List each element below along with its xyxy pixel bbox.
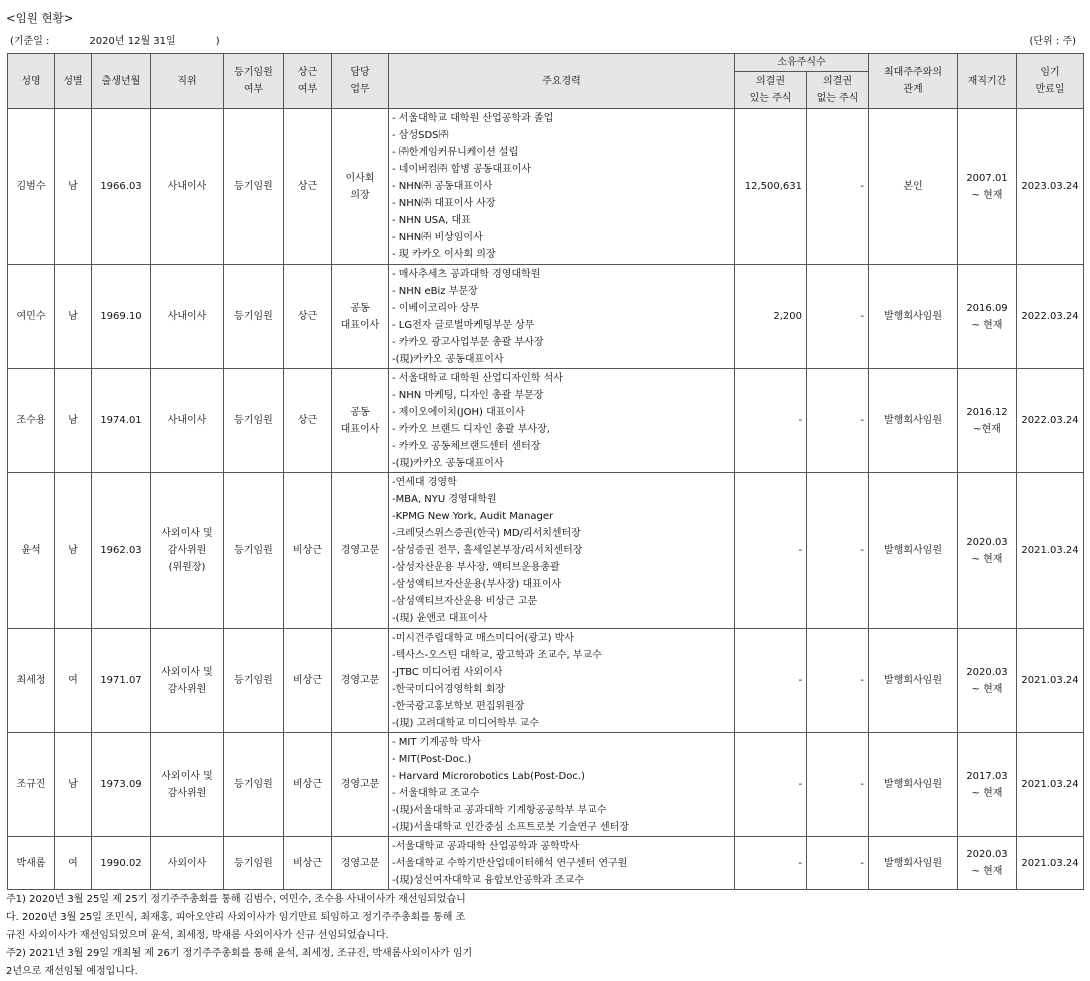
cell-career-line: - 서울대학교 대학원 산업디자인학 석사 — [392, 373, 563, 384]
cell-position-line: 사외이사 및 — [161, 666, 213, 678]
header-registered: 등기임원 여부 — [224, 54, 284, 109]
table-row — [8, 265, 1084, 369]
cell-duty — [332, 369, 389, 473]
cell-tenure-line: ~ 현재 — [971, 683, 1003, 695]
cell-birth: 1973.09 — [92, 733, 151, 837]
cell-nonvoting-shares: - — [807, 473, 869, 629]
header-career: 주요경력 — [389, 54, 735, 109]
cell-career-line: -미시건주립대학교 매스미디어(광고) 박사 — [392, 633, 574, 644]
basis-date-value: 2020년 12월 31일 — [89, 36, 176, 47]
cell-position-line: 사내이사 — [167, 415, 207, 426]
cell-position — [151, 629, 224, 733]
cell-career-line: -(現)서울대학교 인간중심 소프트로봇 기술연구 센터장 — [392, 822, 629, 833]
cell-tenure-line: 2020.03 — [966, 849, 1008, 860]
cell-position — [151, 473, 224, 629]
cell-career-line: -KPMG New York, Audit Manager — [392, 511, 554, 522]
cell-career-line: - 서울대학교 조교수 — [392, 788, 480, 799]
cell-registered: 등기임원 — [224, 109, 284, 265]
cell-relation: 발행회사임원 — [869, 629, 958, 733]
cell-registered: 등기임원 — [224, 265, 284, 369]
cell-tenure-line: 2020.03 — [966, 666, 1008, 678]
cell-tenure-line: 2020.03 — [966, 536, 1008, 548]
cell-tenure-line: ~ 현재 — [971, 553, 1003, 565]
cell-career — [389, 837, 735, 890]
cell-position-line: 감사위원 — [167, 545, 207, 556]
cell-duty-line: 대표이사 — [340, 319, 380, 331]
cell-career-line: - Harvard Microrobotics Lab(Post-Doc.) — [392, 771, 585, 782]
cell-duty-line: 이사회 — [345, 172, 375, 184]
cell-duty-line: 공동 — [350, 302, 370, 314]
cell-voting-shares: - — [735, 837, 807, 890]
footnotes — [6, 891, 476, 981]
cell-career-line: -텍사스-오스틴 대학교, 광고학과 조교수, 부교수 — [392, 650, 602, 661]
cell-career-line: - NHN 마케팅, 디자인 총괄 부문장 — [392, 390, 544, 401]
cell-relation: 본인 — [869, 109, 958, 265]
cell-registered: 등기임원 — [224, 629, 284, 733]
table-row — [8, 369, 1084, 473]
cell-voting-shares: - — [735, 473, 807, 629]
table-row — [8, 473, 1084, 629]
cell-tenure — [958, 837, 1017, 890]
footnote-line: 주2) 2021년 3월 29일 개최될 제 26기 정기주주총회를 통해 윤석, 최세정, 조규진, 박새롬사외이사가 임기 — [6, 948, 473, 959]
cell-relation: 발행회사임원 — [869, 733, 958, 837]
cell-tenure-line: ~ 현재 — [971, 189, 1003, 201]
cell-birth: 1990.02 — [92, 837, 151, 890]
cell-gender: 남 — [55, 369, 92, 473]
cell-career-line: - 삼성SDS㈜ — [392, 130, 449, 141]
cell-term: 2023.03.24 — [1017, 109, 1084, 265]
cell-fulltime: 비상근 — [284, 629, 332, 733]
cell-position — [151, 109, 224, 265]
cell-birth: 1974.01 — [92, 369, 151, 473]
cell-position-line: 감사위원 — [167, 787, 207, 799]
cell-name: 조수용 — [8, 369, 55, 473]
cell-position — [151, 265, 224, 369]
cell-name: 윤석 — [8, 473, 55, 629]
cell-relation: 발행회사임원 — [869, 473, 958, 629]
cell-name: 조규진 — [8, 733, 55, 837]
cell-fulltime: 비상근 — [284, 733, 332, 837]
basis-close: ) — [215, 36, 220, 47]
header-gender: 성별 — [55, 54, 92, 109]
basis-label: (기준일 : — [10, 36, 50, 47]
cell-position-line: 사외이사 — [167, 857, 207, 869]
cell-term: 2021.03.24 — [1017, 837, 1084, 890]
cell-career-line: -(現)서울대학교 공과대학 기계항공공학부 부교수 — [392, 805, 607, 816]
cell-relation: 발행회사임원 — [869, 265, 958, 369]
cell-career-line: -한국광고홍보학보 편집위원장 — [392, 701, 525, 712]
cell-career-line: -MBA, NYU 경영대학원 — [392, 494, 497, 505]
cell-career-line: -삼성자산운용 부사장, 액티브운용총괄 — [392, 562, 560, 573]
cell-birth: 1966.03 — [92, 109, 151, 265]
cell-career-line: -한국미디어경영학회 회장 — [392, 684, 506, 695]
cell-tenure-line: 2017.03 — [966, 770, 1008, 782]
footnote-line: 다. 2020년 3월 25일 조민식, 최재홍, 피아오얀리 사외이사가 임기만료 퇴임하고 정기주주총회를 통해 조 — [6, 912, 466, 923]
cell-name: 박새롬 — [8, 837, 55, 890]
header-duty: 담당 업무 — [332, 54, 389, 109]
page-title: <임원 현황> — [6, 11, 74, 25]
cell-relation: 발행회사임원 — [869, 837, 958, 890]
cell-voting-shares: - — [735, 733, 807, 837]
cell-nonvoting-shares: - — [807, 733, 869, 837]
cell-duty — [332, 733, 389, 837]
header-fulltime: 상근 여부 — [284, 54, 332, 109]
cell-gender: 남 — [55, 733, 92, 837]
cell-career-line: - MIT(Post-Doc.) — [392, 754, 472, 765]
cell-career-line: -(現) 고려대학교 미디어학부 교수 — [392, 718, 539, 729]
cell-position — [151, 733, 224, 837]
cell-career-line: - 카카오 광고사업부문 총괄 부사장 — [392, 337, 544, 348]
cell-career-line: - LG전자 글로벌마케팅부문 상무 — [392, 320, 535, 331]
cell-career — [389, 109, 735, 265]
cell-position — [151, 837, 224, 890]
cell-voting-shares: 2,200 — [735, 265, 807, 369]
cell-career — [389, 369, 735, 473]
cell-tenure — [958, 369, 1017, 473]
basis-date — [10, 32, 220, 47]
cell-career-line: - NHN eBiz 부문장 — [392, 286, 478, 297]
cell-career — [389, 473, 735, 629]
cell-career-line: -서울대학교 공과대학 산업공학과 공학박사 — [392, 841, 580, 852]
cell-career-line: -연세대 경영학 — [392, 477, 457, 488]
header-term: 임기 만료일 — [1017, 54, 1084, 109]
cell-career-line: - 카카오 브랜드 디자인 총괄 부사장, — [392, 424, 550, 435]
cell-duty — [332, 109, 389, 265]
cell-gender: 남 — [55, 473, 92, 629]
cell-gender: 남 — [55, 265, 92, 369]
cell-career-line: -삼성액티브자산운용 비상근 고문 — [392, 596, 538, 607]
cell-birth: 1971.07 — [92, 629, 151, 733]
cell-voting-shares: - — [735, 629, 807, 733]
header-name: 성명 — [8, 54, 55, 109]
cell-nonvoting-shares: - — [807, 109, 869, 265]
cell-registered: 등기임원 — [224, 473, 284, 629]
cell-birth: 1969.10 — [92, 265, 151, 369]
cell-gender: 여 — [55, 837, 92, 890]
cell-name: 김범수 — [8, 109, 55, 265]
cell-nonvoting-shares: - — [807, 837, 869, 890]
cell-tenure-line: ~ 현재 — [971, 319, 1003, 331]
cell-career-line: -JTBC 미디어컴 사외이사 — [392, 667, 503, 678]
cell-tenure — [958, 109, 1017, 265]
cell-position — [151, 369, 224, 473]
cell-career — [389, 265, 735, 369]
cell-tenure-line: 2016.12 — [966, 406, 1008, 418]
cell-duty-line: 경영고문 — [340, 779, 380, 790]
cell-tenure — [958, 265, 1017, 369]
header-shares: 소유주식수 — [735, 54, 869, 72]
cell-tenure-line: 2016.09 — [966, 302, 1008, 314]
cell-duty-line: 경영고문 — [340, 857, 380, 869]
cell-tenure-line: ~ 현재 — [971, 866, 1003, 877]
cell-career-line: - NHN USA, 대표 — [392, 215, 471, 226]
cell-career-line: - 서울대학교 대학원 산업공학과 졸업 — [392, 113, 554, 124]
cell-career-line: - 이베이코리아 상무 — [392, 303, 480, 314]
cell-term: 2021.03.24 — [1017, 733, 1084, 837]
cell-fulltime: 상근 — [284, 109, 332, 265]
footnote-line: 규진 사외이사가 재선임되었으며 윤석, 최세정, 박새롬 사외이사가 신규 선임되었습니다. — [6, 930, 389, 941]
cell-career-line: - 네이버컴㈜ 합병 공동대표이사 — [392, 164, 532, 175]
cell-tenure — [958, 473, 1017, 629]
cell-relation: 발행회사임원 — [869, 369, 958, 473]
cell-career — [389, 733, 735, 837]
footnote-line: 주1) 2020년 3월 25일 제 25기 정기주주총회를 통해 김범수, 여민수, 조수용 사내이사가 재선임되었습니 — [6, 894, 466, 905]
cell-fulltime: 상근 — [284, 265, 332, 369]
cell-fulltime: 비상근 — [284, 837, 332, 890]
cell-term: 2021.03.24 — [1017, 629, 1084, 733]
cell-duty — [332, 473, 389, 629]
cell-position-line: 사내이사 — [167, 311, 207, 322]
cell-career-line: -(現)성신여자대학교 융합보안공학과 조교수 — [392, 875, 584, 886]
cell-career-line: - MIT 기계공학 박사 — [392, 737, 481, 748]
cell-career-line: -삼성액티브자산운용(부사장) 대표이사 — [392, 579, 562, 590]
cell-voting-shares: - — [735, 369, 807, 473]
header-birth: 출생년월 — [92, 54, 151, 109]
cell-career-line: - NHN㈜ 대표이사 사장 — [392, 198, 496, 209]
unit-label: (단위 : 주) — [1029, 36, 1076, 47]
table-row — [8, 837, 1084, 890]
cell-career-line: - ㈜한게임커뮤니케이션 설립 — [392, 147, 519, 158]
cell-registered: 등기임원 — [224, 837, 284, 890]
cell-tenure-line: ~현재 — [973, 423, 1001, 435]
cell-career-line: - NHN㈜ 비상임이사 — [392, 232, 483, 243]
cell-position-line: (위원장) — [168, 562, 206, 573]
cell-nonvoting-shares: - — [807, 629, 869, 733]
footnote-line: 2년으로 재선임될 예정입니다. — [6, 966, 138, 977]
cell-position-line: 사내이사 — [167, 181, 207, 192]
cell-gender: 남 — [55, 109, 92, 265]
cell-career-line: - 카카오 공동체브랜드센터 센터장 — [392, 441, 541, 452]
cell-career-line: -크레딧스위스증권(한국) MD/리서치센터장 — [392, 528, 581, 539]
cell-position-line: 사외이사 및 — [161, 528, 213, 539]
cell-tenure — [958, 733, 1017, 837]
cell-name: 최세정 — [8, 629, 55, 733]
header-position: 직위 — [151, 54, 224, 109]
cell-nonvoting-shares: - — [807, 369, 869, 473]
cell-position-line: 감사위원 — [167, 683, 207, 695]
cell-birth: 1962.03 — [92, 473, 151, 629]
cell-duty — [332, 837, 389, 890]
cell-registered: 등기임원 — [224, 733, 284, 837]
cell-duty-line: 경영고문 — [340, 675, 380, 686]
cell-position-line: 사외이사 및 — [161, 770, 213, 782]
cell-term: 2022.03.24 — [1017, 369, 1084, 473]
table-row — [8, 109, 1084, 265]
cell-career-line: -(現)카카오 공동대표이사 — [392, 354, 504, 365]
cell-tenure — [958, 629, 1017, 733]
header-nonvoting-shares: 의결권 없는 주식 — [807, 72, 869, 109]
executives-table — [7, 53, 1084, 890]
cell-gender: 여 — [55, 629, 92, 733]
cell-voting-shares: 12,500,631 — [735, 109, 807, 265]
cell-fulltime: 상근 — [284, 369, 332, 473]
cell-duty-line: 의장 — [350, 189, 370, 201]
cell-career-line: - 매사추세츠 공과대학 경영대학원 — [392, 269, 541, 280]
cell-career-line: -서울대학교 수학기반산업데이터해석 연구센터 연구원 — [392, 858, 628, 869]
cell-duty — [332, 629, 389, 733]
cell-duty-line: 공동 — [350, 406, 370, 418]
cell-career-line: -(現) 윤앤코 대표이사 — [392, 613, 488, 624]
cell-duty — [332, 265, 389, 369]
cell-fulltime: 비상근 — [284, 473, 332, 629]
header-relation: 최대주주와의 관계 — [869, 54, 958, 109]
cell-name: 여민수 — [8, 265, 55, 369]
cell-career-line: - 제이오에이치(JOH) 대표이사 — [392, 407, 525, 418]
cell-nonvoting-shares: - — [807, 265, 869, 369]
cell-career-line: - 現 카카오 이사회 의장 — [392, 249, 496, 260]
table-row — [8, 629, 1084, 733]
cell-tenure-line: 2007.01 — [966, 172, 1008, 184]
cell-duty-line: 대표이사 — [340, 423, 380, 435]
cell-career — [389, 629, 735, 733]
table-row — [8, 733, 1084, 837]
header-voting-shares: 의결권 있는 주식 — [735, 72, 807, 109]
cell-tenure-line: ~ 현재 — [971, 787, 1003, 799]
header-tenure: 재직기간 — [958, 54, 1017, 109]
cell-career-line: -(現)카카오 공동대표이사 — [392, 458, 504, 469]
cell-career-line: -삼성증권 전무, 홀세일본부장/리서치센터장 — [392, 545, 583, 556]
cell-career-line: - NHN㈜ 공동대표이사 — [392, 181, 493, 192]
cell-term: 2022.03.24 — [1017, 265, 1084, 369]
cell-term: 2021.03.24 — [1017, 473, 1084, 629]
cell-duty-line: 경영고문 — [340, 545, 380, 556]
cell-registered: 등기임원 — [224, 369, 284, 473]
